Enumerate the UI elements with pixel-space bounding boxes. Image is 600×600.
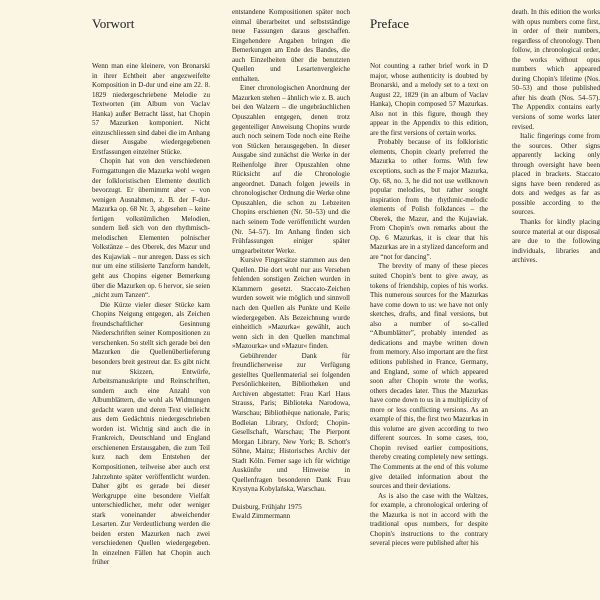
german-paragraph: Einer chronologischen Anordnung der Mazurken stehen – ähnlich wie z. B. auch bei den Walzern – die ungebräuchlichen Opuszahlen entgegen, denen trotz gegenteiliger Anweisung Chopins wurde auch noch seinem Tode noch eine Reihe von Stücken herausgegeben. In dieser Ausgabe sind zunächst die Werke in der Reihenfolge ihrer Opuszahlen ohne Rücksicht auf die Chronologie angeordnet. Danach folgen jeweils in chronologischer Ordnung die Werke ohne Opuszahlen, die schon zu Lebzeiten Chopins erschienen (Nr. 50–53) und die nach seinem Tode veröffentlicht wurden (Nr. 54–57). Im Anhang finden sich Frühfassungen einiger später umgearbeiteter Werke.	[232, 84, 350, 255]
german-paragraph: Gebührender Dank für freundlicherweise zur Verfügung gestelltes Quellenmaterial sei folgenden Persönlichkeiten, Bibliotheken und Archiven abgestattet: Frau Karl Haus Strauss, Paris; Biblioteka Narodowa, Warschau; Bibliothèque nationale, Paris; Bodleian Library, Oxford; Chopin-Gesellschaft, Warschau; The Pierpont Morgan Library, New York; B. Schott's Söhne, Mainz; Historisches Archiv der Stadt Köln. Ferner sage ich für wichtige Auskünfte und Hinweise in Quellenfragen besonderen Dank Frau Krystyna Kobylańska, Warschau.	[232, 351, 350, 494]
german-paragraph: Chopin hat von den verschiedenen Formgattungen die Mazurka wohl wegen der folkloristischen Elemente deutlich bevorzugt. Er übernimmt aber – von wenigen Ausnahmen, z. B. der F-dur-Mazurka op. 68 Nr. 3, abgesehen – keine fertigen volkstümlichen Melodien, sondern ließ sich von den rhythmisch-melodischen Elementen polnischer Volkstänze – des Oberek, des Mazur und des Kujawiak – nur anregen. Dass es sich nur um eine stilisierte Tanzform handelt, geht aus Chopins eigener Bemerkung über die Mazurken op. 6 hervor, sie seien „nicht zum Tanzen“.	[92, 157, 210, 300]
english-column-1	[370, 0, 488, 549]
german-paragraph: Kursive Fingersätze stammen aus den Quellen. Die dort wohl nur aus Versehen fehlenden sonstigen Zeichen wurden in Klammern gesetzt. Staccato-Zeichen wurden soweit wie möglich und sinnvoll nach den Quellen als Punkte und Keile wiedergegeben. Als Bezeichnung wurde einheitlich »Mazurka« gewählt, auch wenn sich in den Quellen manchmal »Mazourka« und »Mazur« finden.	[232, 256, 350, 351]
english-paragraph: The brevity of many of these pieces suited Chopin's bent to give away, as tokens of friendship, copies of his works. This numerous sources for the Mazurkas have come down to us: we have not only sketches, drafts, and final versions, but also a number of so-called “Albumblätter”, probably intended as dedications and maybe written down from memory. Also important are the first editions published in France, Germany, and England, some of which appeared soon after Chopin wrote the works, others decades later. Thus the Mazurkas have come down to us in a multiplicity of more or less conflicting versions. As an example of this, the first two Mazurkas in this volume are given according to two different sources. In some cases, too, Chopin revised earlier compositions, thereby creating completely new settings. The Comments at the end of this volume give detailed information about the sources and their deviations.	[370, 262, 488, 491]
english-paragraph: Italic fingerings come from the sources. Other signs apparently lacking only through oversight have been placed in brackets. Staccato signs have been rendered as dots and wedges as far as possible according to the sources.	[512, 132, 600, 217]
english-paragraph: death. In this edition the works with opus numbers come first, in order of their numbers, regardless of chronology. Then follow, in chronological order, the works without opus numbers which appeared during Chopin's lifetime (Nos. 50–53) and those published after his death (Nos. 54–57). The Appendix contains early versions of some works later revised.	[512, 8, 600, 131]
german-column-2	[232, 8, 350, 522]
signature-name: Ewald Zimmermann	[232, 512, 291, 521]
english-heading: Preface	[370, 16, 409, 31]
german-heading: Vorwort	[92, 16, 135, 31]
german-paragraph: Die Kürze vieler dieser Stücke kam Chopins Neigung entgegen, als Zeichen freundschaftlicher Gesinnung Niederschriften seiner Kompositionen zu verschenken. So stellt sich gerade bei den Mazurken die Quellenüberlieferung besonders breit gestreut dar. Es gibt nicht nur Skizzen, Entwürfe, Arbeitsmanuskripte und Reinschriften, sondern auch eine Anzahl von Albumblättern, die wohl als Widmungen gedacht waren und deren Text vielleicht aus dem Gedächtnis niedergeschrieben worden ist. Wichtig sind auch die in Frankreich, Deutschland und England erschienenen Erstausgaben, die zum Teil kurz nach dem Entstehen der Kompositionen, teilweise aber auch erst Jahrzehnte später veröffentlicht wurden. Daher gibt es gerade bei dieser Werkgruppe eine besondere Vielfalt unterschiedlicher, mehr oder weniger stark voneinander abweichender Lesarten. Zur Verdeutlichung werden die beiden ersten Mazurken nach zwei verschiedenen Quellen wiedergegeben. In einzelnen Fällen hat Chopin auch früher	[92, 300, 210, 567]
english-paragraph: Probably because of its folkloristic elements, Chopin clearly preferred the Mazurka to other forms. With few exceptions, such as the F major Mazurka, Op. 68, no. 3, he did not use wellknown popular melodies, but rather sought inspiration from the rhythmic-melodic elements of Polish folkdances – the Oberek, the Mazur, and the Kujawiak. From Chopin's own remarks about the Op. 6 Mazurkas, it is clear that his Mazurkas are in a stylized danceform and are “not for dancing”.	[370, 138, 488, 261]
german-signature	[232, 503, 350, 522]
signature-place-date: Duisburg, Frühjahr 1975	[232, 502, 302, 511]
english-paragraph: Thanks for kindly placing source material at our disposal are due to the following individuals, libraries and archives.	[512, 218, 600, 265]
german-column-1	[92, 0, 210, 568]
english-paragraph: As is also the case with the Waltzes, for example, a chronological ordering of the Mazurka is not in accord with the traditional opus numbers, for despite Chopin's instructions to the contrary several pieces were published after his	[370, 491, 488, 548]
german-paragraph: entstandene Kompositionen später noch einmal überarbeitet und selbstständige neue Fassungen daraus geschaffen. Eingehendere Angaben bringen die Bemerkungen am Ende des Bandes, die auch Einzelheiten über die benutzten Quellen und Lesartenvergleiche enthalten.	[232, 8, 350, 83]
english-paragraph: Not counting a rather brief work in D major, whose authenticity is doubted by Bronarski, and a melody set to a text on August 22, 1829 (in an album of Vaclav Hanka), Chopin composed 57 Mazurkas. Also not in this figure, though they appear in the Appendix to this edition, are the first versions of certain works.	[370, 62, 488, 137]
german-paragraph: Wenn man eine kleinere, von Bronarski in ihrer Echtheit aber angezweifelte Komposition in D-dur und eine am 22. 8. 1829 niedergeschriebene Melodie zu Textworten (im Album von Vaclav Hanka) außer Betracht lässt, hat Chopin 57 Mazurken komponiert. Nicht einzuschliessen sind dabei die im Anhang dieser Ausgabe wiedergegebenen Erstfassungen einzelner Stücke.	[92, 62, 210, 156]
english-column-2	[512, 8, 600, 266]
